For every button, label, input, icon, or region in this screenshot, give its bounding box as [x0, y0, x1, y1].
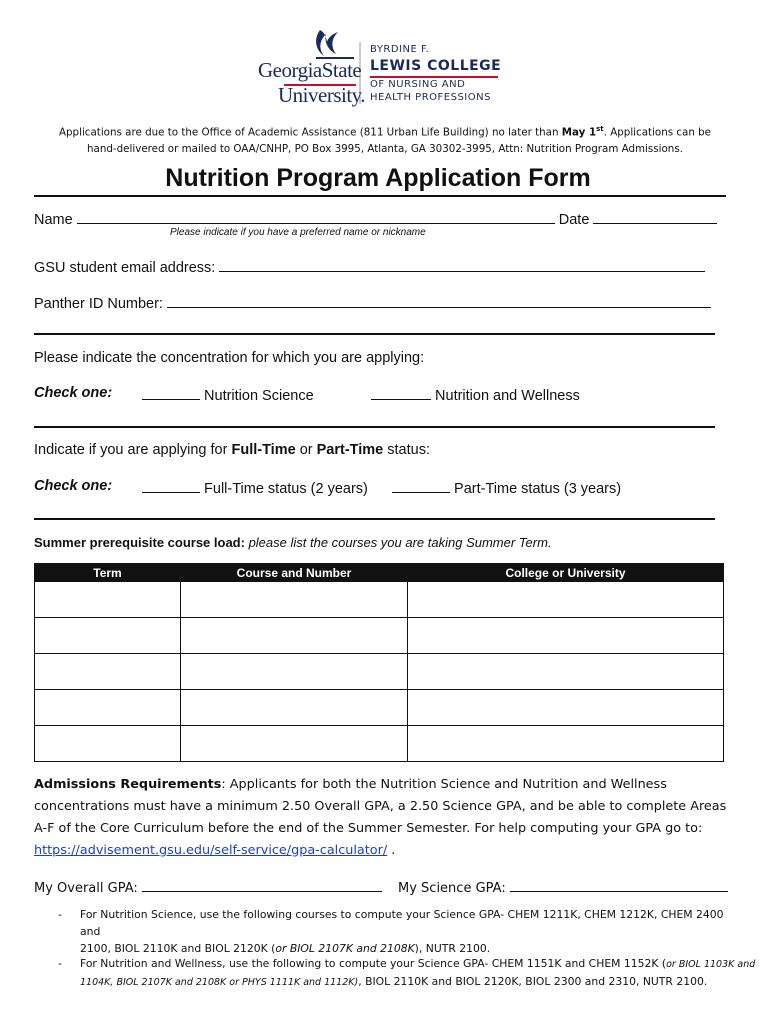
table-header-row [35, 564, 724, 582]
name-hint: Please indicate if you have a preferred name or nickname [170, 227, 426, 238]
requirements-heading: Admissions Requirements [34, 777, 222, 792]
college-cell[interactable] [408, 618, 724, 654]
term-cell[interactable] [35, 654, 181, 690]
checkbox-nutrition-science[interactable] [142, 385, 200, 400]
term-cell[interactable] [35, 690, 181, 726]
college-name-line4: HEALTH PROFESSIONS [370, 92, 491, 103]
bullet-marker: - [58, 908, 62, 921]
course-cell[interactable] [181, 618, 408, 654]
name-label: Name [34, 212, 73, 228]
table-row [35, 726, 724, 762]
check-one-label: Check one: [34, 385, 113, 401]
admissions-requirements: Admissions Requirements: Applicants for both the Nutrition Science and Nutrition and Wellness concentrations must have a minimum 2.50 Overall GPA, a 2.50 Science GPA, and be able to complete Areas A-F of the Core Curriculum before the end of the Summer Semester. For help computing your GPA go to: https://advisement.gsu.edu/self-service/gpa-calculator/ . [34, 777, 727, 858]
email-field[interactable] [219, 257, 705, 272]
college-cell[interactable] [408, 690, 724, 726]
college-logo [258, 28, 508, 108]
college-red-rule [370, 76, 498, 78]
page-title: Nutrition Program Application Form [165, 164, 591, 192]
panther-id-row [34, 293, 711, 312]
overall-gpa-label: My Overall GPA: [34, 881, 138, 896]
college-cell[interactable] [408, 582, 724, 618]
gpa-calculator-link[interactable]: https://advisement.gsu.edu/self-service/gpa-calculator/ [34, 843, 388, 858]
university-name-line1: GeorgiaState [258, 58, 362, 82]
notice-line2: hand-delivered or mailed to OAA/CNHP, PO Box 3995, Atlanta, GA 30302-3995, Attn: Nutrition Program Admissions. [87, 143, 683, 156]
science-gpa-note-nutrition-science: For Nutrition Science, use the following courses to compute your Science GPA- CHEM 1211K, CHEM 1212K, CHEM 2400 and 2100, BIOL 2110K and BIOL 2120K (or BIOL 2107K and 2108K), NUTR 2100. [80, 908, 724, 955]
summer-heading: Summer prerequisite course load: please list the courses you are taking Summer Term. [34, 535, 552, 550]
option-nutrition-wellness[interactable]: Nutrition and Wellness [371, 385, 580, 404]
date-field[interactable] [593, 209, 717, 224]
option-nutrition-science[interactable]: Nutrition Science [142, 385, 314, 404]
option-full-time[interactable]: Full-Time status (2 years) [142, 478, 368, 497]
name-field[interactable] [77, 209, 555, 224]
column-header-course: Course and Number [181, 564, 408, 582]
term-cell[interactable] [35, 582, 181, 618]
college-name-line1: BYRDINE F. [370, 44, 430, 55]
college-name-line2: LEWIS COLLEGE [370, 58, 502, 74]
column-header-college: College or University [408, 564, 724, 582]
bullet-marker: - [58, 957, 62, 970]
college-cell[interactable] [408, 726, 724, 762]
submission-notice [30, 121, 740, 158]
checkbox-full-time[interactable] [142, 478, 200, 493]
term-cell[interactable] [35, 726, 181, 762]
overall-gpa-row [34, 877, 382, 896]
table-row [35, 690, 724, 726]
college-name-line3: OF NURSING AND [370, 79, 466, 90]
checkbox-part-time[interactable] [392, 478, 450, 493]
table-row [35, 618, 724, 654]
notice-line1: Applications are due to the Office of Academic Assistance (811 Urban Life Building) no later than May 1st. Applications can be [58, 125, 712, 139]
email-row [34, 257, 705, 276]
status-prompt: Indicate if you are applying for Full-Time or Part-Time status: [34, 442, 430, 458]
overall-gpa-field[interactable] [142, 877, 382, 892]
term-cell[interactable] [35, 618, 181, 654]
email-label: GSU student email address: [34, 260, 216, 276]
date-label: Date [558, 212, 590, 228]
science-gpa-row [398, 877, 728, 896]
column-header-term: Term [35, 564, 181, 582]
course-cell[interactable] [181, 726, 408, 762]
course-cell[interactable] [181, 654, 408, 690]
science-gpa-note-nutrition-wellness: For Nutrition and Wellness, use the following to compute your Science GPA- CHEM 1151K and CHEM 1152K (or BIOL 1103K and 1104K, BIOL 2107K and 2108K or PHYS 1111K and 1112K), BIOL 2110K and BIOL 2120K, BIOL 2300 and 2310, NUTR 2100. [80, 957, 756, 988]
check-one-label: Check one: [34, 478, 113, 494]
table-row [35, 582, 724, 618]
science-gpa-field[interactable] [510, 877, 728, 892]
title-underline [34, 195, 726, 197]
section-divider [34, 426, 715, 428]
college-cell[interactable] [408, 654, 724, 690]
panther-id-label: Panther ID Number: [34, 296, 163, 312]
checkbox-nutrition-wellness[interactable] [371, 385, 431, 400]
name-row [34, 209, 717, 228]
summer-courses-table [34, 563, 724, 762]
table-row [35, 654, 724, 690]
panther-id-field[interactable] [167, 293, 711, 308]
option-part-time[interactable]: Part-Time status (3 years) [392, 478, 621, 497]
course-cell[interactable] [181, 690, 408, 726]
section-divider [34, 333, 715, 335]
university-name-line2: University. [278, 83, 366, 107]
section-divider [34, 518, 715, 520]
concentration-prompt: Please indicate the concentration for which you are applying: [34, 350, 425, 366]
course-cell[interactable] [181, 582, 408, 618]
science-gpa-label: My Science GPA: [398, 881, 506, 896]
